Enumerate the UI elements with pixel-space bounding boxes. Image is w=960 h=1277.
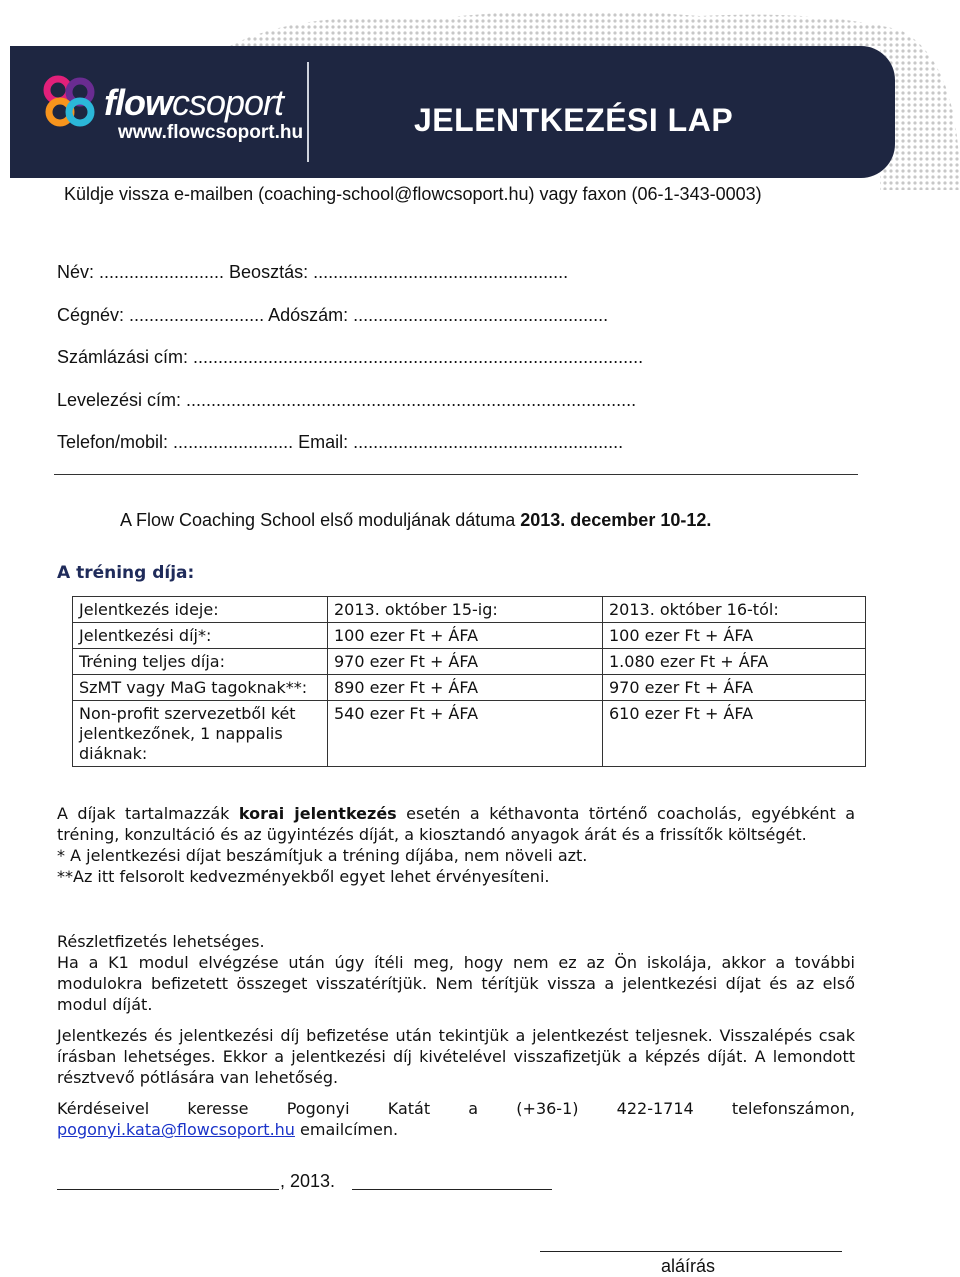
field-name-title[interactable]: Név: ......................... Beosztás: ...................................................: [57, 262, 569, 282]
fees-notes: [57, 803, 855, 887]
date-year: , 2013.: [280, 1171, 336, 1191]
table-cell: Non-profit szervezetből két jelentkezőnek, 1 nappalis diáknak:: [73, 701, 328, 767]
module-date-value: 2013. december 10-12.: [520, 510, 712, 530]
table-cell: Jelentkezési díj*:: [73, 623, 328, 649]
contact-text: Kérdéseivel keresse Pogonyi Katát a (+36-1) 422-1714 telefonszámon,: [57, 1099, 855, 1118]
signature-label: aláírás: [661, 1256, 716, 1276]
installments-body: Ha a K1 modul elvégzése után úgy ítéli meg, hogy nem ez az Ön iskolája, akkor a további modulokra befizetett összeget visszatérítjük. Nem térítjük vissza a jelentkezési díjat és az első modul díját.: [57, 953, 855, 1014]
logo-url: www.flowcsoport.hu: [118, 122, 304, 143]
table-cell: 100 ezer Ft + ÁFA: [328, 623, 603, 649]
return-instructions: Küldje vissza e-mailben (coaching-school@flowcsoport.hu) vagy faxon (06-1-343-0003): [64, 184, 762, 204]
date-line[interactable]: [352, 1189, 552, 1190]
fees-includes: A díjak tartalmazzák korai jelentkezés esetén a kéthavonta történő coacholás, egyébként a tréning, konzultáció és az ügyintézés díját, a kiosztandó anyagok árát és a frissítők költségét.: [57, 804, 856, 844]
footnote-2: **Az itt felsorolt kedvezményekből egyet lehet érvényesíteni.: [57, 867, 550, 886]
fees-heading: A tréning díja:: [57, 563, 195, 583]
installments-title: Részletfizetés lehetséges.: [57, 932, 265, 951]
place-line[interactable]: [57, 1189, 279, 1190]
table-cell: 1.080 ezer Ft + ÁFA: [603, 649, 866, 675]
table-cell: Jelentkezés ideje:: [73, 597, 328, 623]
installments: [57, 931, 855, 1015]
fees-table: [72, 596, 866, 767]
flowcsoport-logo-icon: [38, 70, 102, 134]
signature-line[interactable]: [540, 1251, 842, 1252]
contact-info: [57, 1098, 855, 1140]
table-cell: Tréning teljes díja:: [73, 649, 328, 675]
table-cell: SzMT vagy MaG tagoknak**:: [73, 675, 328, 701]
table-cell: 540 ezer Ft + ÁFA: [328, 701, 603, 767]
table-cell: 970 ezer Ft + ÁFA: [328, 649, 603, 675]
table-row: [73, 649, 866, 675]
contact-suffix: emailcímen.: [294, 1120, 399, 1139]
table-cell: 2013. október 16-tól:: [603, 597, 866, 623]
banner-divider: [307, 62, 309, 162]
table-cell: 2013. október 15-ig:: [328, 597, 603, 623]
table-cell: 610 ezer Ft + ÁFA: [603, 701, 866, 767]
contact-email-link[interactable]: pogonyi.kata@flowcsoport.hu: [57, 1120, 295, 1139]
table-cell: 100 ezer Ft + ÁFA: [603, 623, 866, 649]
table-cell: 890 ezer Ft + ÁFA: [328, 675, 603, 701]
cancellation-policy: Jelentkezés és jelentkezési díj befizetése után tekintjük a jelentkezést teljesnek. Visszalépés csak írásban lehetséges. Ekkor a jelentkezési díj kivételével visszafizetjük a képzés díját. A lemondott résztvevő pótlására van lehetőség.: [57, 1026, 855, 1087]
module-date: A Flow Coaching School első moduljának dátuma 2013. december 10-12.: [120, 510, 712, 530]
table-row: [73, 623, 866, 649]
table-row: [73, 675, 866, 701]
field-billing-address[interactable]: Számlázási cím: ..........................................................................................: [57, 347, 644, 367]
table-cell: 970 ezer Ft + ÁFA: [603, 675, 866, 701]
table-row: [73, 701, 866, 767]
field-mailing-address[interactable]: Levelezési cím: ..........................................................................................: [57, 390, 637, 410]
form-divider: [54, 474, 858, 475]
footnote-1: * A jelentkezési díjat beszámítjuk a tréning díjába, nem növeli azt.: [57, 846, 588, 865]
table-row: [73, 597, 866, 623]
field-company-tax[interactable]: Cégnév: ........................... Adószám: ...................................................: [57, 305, 609, 325]
logo-wordmark: flowcsoport: [104, 82, 284, 123]
page-title: JELENTKEZÉSI LAP: [414, 102, 734, 138]
field-phone-email[interactable]: Telefon/mobil: ........................ Email: ......................................................: [57, 432, 624, 452]
